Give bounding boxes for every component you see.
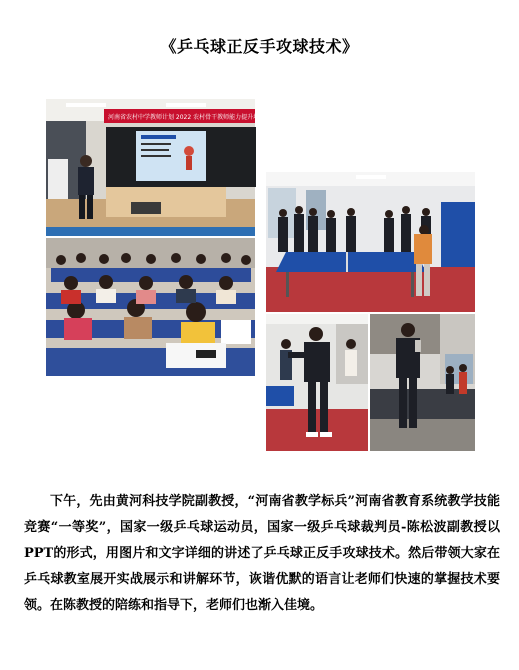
photo-forehand-stance bbox=[266, 314, 368, 451]
body-paragraph: 下午，先由黄河科技学院副教授，“河南省教学标兵”河南省教育系统教学技能竞赛“一等奖”，国家一级乒乓球运动员，国家一级乒乓球裁判员-陈松波副教授以PPT的形式，用图片和文字详细的讲述了乒乓球正反手攻球技术。然后带领大家在乒乓球教室展开实战展示和讲解环节，诙谐优默的语言让老师们快速的掌握技术要领。在陈教授的陪练和指导下，老师们也渐入佳境。 bbox=[24, 494, 500, 613]
photo-speaker-microphone bbox=[370, 314, 475, 451]
photo-lecture-classroom bbox=[46, 99, 278, 236]
document-title: 《乒乓球正反手攻球技术》 bbox=[160, 37, 359, 56]
photo-table-tennis-demo bbox=[266, 172, 475, 312]
photo-audience-teachers bbox=[46, 238, 255, 376]
banner-text: 河南省农村中学教师计划 2022 农村骨干教师能力提升培训项目 bbox=[108, 114, 278, 121]
